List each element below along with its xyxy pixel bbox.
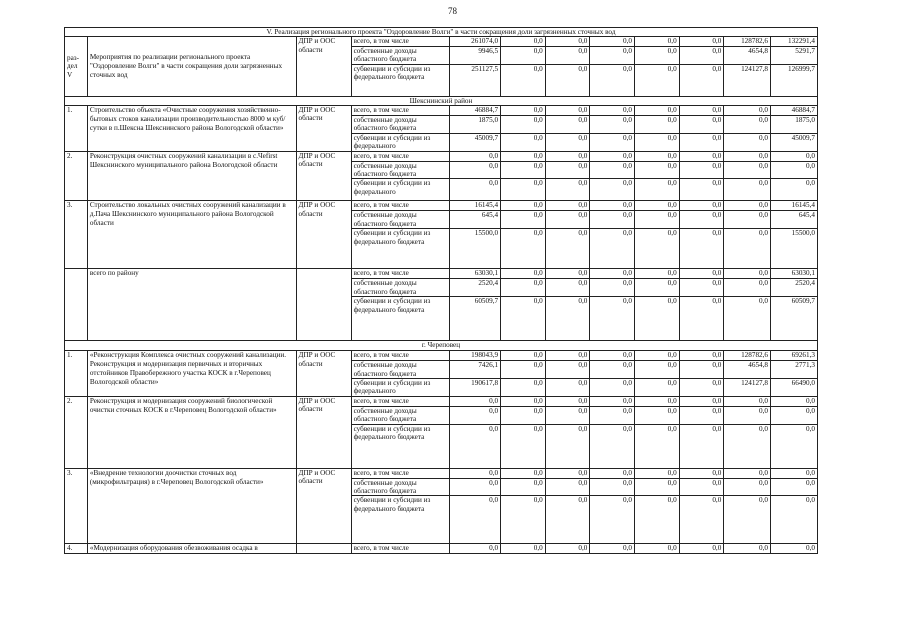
funding-type: всего, в том числе — [351, 468, 450, 478]
value-cell: 0,0 — [679, 351, 724, 361]
item-name: Строительство локальных очистных сооружений канализации в д.Пача Шекснинского муниципального района Вологодской области — [87, 201, 296, 269]
value-cell: 0,0 — [545, 64, 590, 96]
value-cell: 0,0 — [590, 396, 635, 406]
value-cell: 0,0 — [450, 496, 501, 544]
funding-type: собственные доходы областного бюджета — [351, 46, 450, 64]
value-cell: 0,0 — [635, 37, 680, 46]
value-cell: 5291,7 — [771, 46, 818, 64]
item-index: 2. — [65, 396, 88, 468]
value-cell: 0,0 — [501, 201, 546, 211]
value-cell: 0,0 — [501, 229, 546, 269]
funding-type: субвенции и субсидии из федерального бюджета — [351, 229, 450, 269]
section-header-row — [65, 28, 818, 37]
value-cell: 0,0 — [590, 64, 635, 96]
item-index: 1. — [65, 351, 88, 397]
value-cell: 124127,8 — [724, 378, 771, 396]
funding-type: субвенции и субсидии из федерального бюджета — [351, 496, 450, 544]
value-cell: 0,0 — [590, 297, 635, 341]
funding-type: всего, в том числе — [351, 201, 450, 211]
value-cell: 16145,4 — [771, 201, 818, 211]
value-cell: 0,0 — [545, 269, 590, 279]
funding-type: субвенции и субсидии из федерального — [351, 179, 450, 201]
value-cell: 0,0 — [590, 211, 635, 229]
value-cell: 0,0 — [501, 179, 546, 201]
value-cell: 0,0 — [771, 406, 818, 424]
value-cell: 0,0 — [590, 133, 635, 151]
value-cell: 0,0 — [501, 478, 546, 496]
value-cell: 60509,7 — [450, 297, 501, 341]
value-cell: 0,0 — [679, 106, 724, 116]
item-name: Строительство объекта «Очистные сооружения хозяйственно-бытовых стоков канализации производительностью 8000 м куб/сутки в п.Шексна Шекснинского района Вологодской области» — [87, 106, 296, 152]
value-cell: 0,0 — [501, 151, 546, 161]
funding-type: собственные доходы областного бюджета — [351, 116, 450, 134]
responsible-org: ДПР и ООС области — [296, 351, 351, 397]
value-cell: 0,0 — [501, 361, 546, 379]
district-header-row — [65, 341, 818, 351]
value-cell: 0,0 — [545, 201, 590, 211]
value-cell: 0,0 — [590, 406, 635, 424]
value-cell: 0,0 — [635, 544, 680, 554]
value-cell: 0,0 — [501, 106, 546, 116]
value-cell: 0,0 — [635, 496, 680, 544]
value-cell: 15500,0 — [771, 229, 818, 269]
value-cell: 2520,4 — [771, 279, 818, 297]
value-cell: 45009,7 — [450, 133, 501, 151]
value-cell: 0,0 — [501, 496, 546, 544]
value-cell: 0,0 — [590, 351, 635, 361]
value-cell: 0,0 — [635, 133, 680, 151]
value-cell: 0,0 — [679, 116, 724, 134]
value-cell: 0,0 — [450, 406, 501, 424]
value-cell: 45009,7 — [771, 133, 818, 151]
funding-type: всего, в том числе — [351, 37, 450, 46]
value-cell: 0,0 — [724, 544, 771, 554]
item-name: Реконструкция очистных сооружений канализации в с.Чеfirst Шекснинского муниципального района Вологодской области — [87, 151, 296, 201]
value-cell: 0,0 — [545, 544, 590, 554]
value-cell: 0,0 — [590, 37, 635, 46]
value-cell: 0,0 — [771, 544, 818, 554]
funding-type: всего, в том числе — [351, 396, 450, 406]
value-cell: 0,0 — [679, 424, 724, 468]
funding-type: всего, в том числе — [351, 106, 450, 116]
value-cell: 0,0 — [724, 211, 771, 229]
value-cell: 0,0 — [679, 161, 724, 179]
funding-type: собственные доходы областного бюджета — [351, 211, 450, 229]
item-name: Мероприятия по реализации регионального проекта "Оздоровление Волги" в части сокращения доли загрязненных сточных вод — [87, 37, 296, 96]
value-cell: 198043,9 — [450, 351, 501, 361]
value-cell: 46884,7 — [450, 106, 501, 116]
value-cell: 63030,1 — [450, 269, 501, 279]
value-cell: 0,0 — [679, 151, 724, 161]
value-cell: 63030,1 — [771, 269, 818, 279]
value-cell: 0,0 — [501, 133, 546, 151]
value-cell: 0,0 — [635, 201, 680, 211]
value-cell: 0,0 — [545, 406, 590, 424]
value-cell: 0,0 — [724, 496, 771, 544]
funding-type: субвенции и субсидии из федерального бюджета — [351, 297, 450, 341]
value-cell: 0,0 — [545, 37, 590, 46]
value-cell: 0,0 — [545, 211, 590, 229]
value-cell: 0,0 — [590, 478, 635, 496]
value-cell: 0,0 — [679, 396, 724, 406]
responsible-org: ДПР и ООС области — [296, 468, 351, 544]
value-cell: 0,0 — [450, 468, 501, 478]
item-index: 2. — [65, 151, 88, 201]
value-cell: 0,0 — [724, 297, 771, 341]
table-row — [65, 396, 818, 406]
value-cell: 0,0 — [545, 361, 590, 379]
table-row — [65, 351, 818, 361]
value-cell: 0,0 — [635, 64, 680, 96]
page-number: 78 — [448, 6, 457, 16]
value-cell: 4654,8 — [724, 361, 771, 379]
funding-type: собственные доходы областного бюджета — [351, 161, 450, 179]
funding-type: всего, в том числе — [351, 544, 450, 554]
value-cell: 0,0 — [590, 544, 635, 554]
table-row — [65, 544, 818, 554]
value-cell: 60509,7 — [771, 297, 818, 341]
table-row — [65, 37, 818, 46]
value-cell: 124127,8 — [724, 64, 771, 96]
value-cell: 9946,5 — [450, 46, 501, 64]
value-cell: 0,0 — [679, 544, 724, 554]
value-cell: 0,0 — [679, 361, 724, 379]
funding-type: собственные доходы областного бюджета — [351, 406, 450, 424]
value-cell: 0,0 — [635, 406, 680, 424]
value-cell: 0,0 — [635, 46, 680, 64]
value-cell: 251127,5 — [450, 64, 501, 96]
value-cell: 0,0 — [450, 151, 501, 161]
value-cell: 46884,7 — [771, 106, 818, 116]
value-cell: 0,0 — [679, 279, 724, 297]
table-row — [65, 151, 818, 161]
value-cell: 15500,0 — [450, 229, 501, 269]
value-cell: 0,0 — [590, 468, 635, 478]
value-cell: 0,0 — [679, 297, 724, 341]
value-cell: 0,0 — [545, 229, 590, 269]
value-cell: 0,0 — [724, 106, 771, 116]
funding-type: субвенции и субсидии из федерального — [351, 378, 450, 396]
value-cell: 0,0 — [501, 468, 546, 478]
value-cell: 0,0 — [679, 211, 724, 229]
value-cell: 0,0 — [635, 468, 680, 478]
value-cell: 0,0 — [679, 496, 724, 544]
value-cell: 0,0 — [501, 37, 546, 46]
value-cell: 0,0 — [545, 297, 590, 341]
value-cell: 0,0 — [635, 361, 680, 379]
funding-type: субвенции и субсидии из федерального бюджета — [351, 424, 450, 468]
value-cell: 0,0 — [545, 378, 590, 396]
value-cell: 0,0 — [501, 211, 546, 229]
value-cell: 0,0 — [590, 424, 635, 468]
district-header: Шекснинский район — [65, 96, 818, 105]
value-cell: 0,0 — [501, 544, 546, 554]
value-cell: 0,0 — [724, 396, 771, 406]
value-cell: 190617,8 — [450, 378, 501, 396]
value-cell: 0,0 — [501, 161, 546, 179]
value-cell: 0,0 — [545, 46, 590, 64]
value-cell: 0,0 — [501, 396, 546, 406]
value-cell: 0,0 — [590, 179, 635, 201]
funding-type: собственные доходы областного бюджета — [351, 279, 450, 297]
district-header-row — [65, 96, 818, 105]
value-cell: 0,0 — [635, 211, 680, 229]
value-cell: 0,0 — [635, 229, 680, 269]
value-cell: 645,4 — [450, 211, 501, 229]
value-cell: 0,0 — [590, 361, 635, 379]
value-cell: 0,0 — [771, 478, 818, 496]
table-row — [65, 106, 818, 116]
item-name: «Внедрение технологии доочистки сточных вод (микрофильтрация) в г.Череповец Вологодской области» — [87, 468, 296, 544]
value-cell: 0,0 — [679, 37, 724, 46]
value-cell: 0,0 — [545, 279, 590, 297]
value-cell: 0,0 — [724, 133, 771, 151]
value-cell: 0,0 — [635, 106, 680, 116]
value-cell: 2771,3 — [771, 361, 818, 379]
funding-type: всего, в том числе — [351, 151, 450, 161]
value-cell: 0,0 — [545, 179, 590, 201]
value-cell: 0,0 — [771, 151, 818, 161]
responsible-org — [296, 544, 351, 554]
value-cell: 0,0 — [635, 179, 680, 201]
value-cell: 0,0 — [590, 106, 635, 116]
funding-type: собственные доходы областного бюджета — [351, 361, 450, 379]
value-cell: 7426,1 — [450, 361, 501, 379]
value-cell: 0,0 — [724, 279, 771, 297]
value-cell: 0,0 — [545, 151, 590, 161]
value-cell: 0,0 — [679, 133, 724, 151]
value-cell: 0,0 — [635, 151, 680, 161]
value-cell: 0,0 — [635, 269, 680, 279]
responsible-org: ДПР и ООС области — [296, 106, 351, 152]
value-cell: 0,0 — [545, 478, 590, 496]
value-cell: 0,0 — [679, 201, 724, 211]
value-cell: 0,0 — [450, 544, 501, 554]
value-cell: 1875,0 — [771, 116, 818, 134]
value-cell: 0,0 — [635, 351, 680, 361]
value-cell: 0,0 — [724, 424, 771, 468]
value-cell: 0,0 — [771, 468, 818, 478]
value-cell: 0,0 — [679, 378, 724, 396]
value-cell: 126999,7 — [771, 64, 818, 96]
funding-type: собственные доходы областного бюджета — [351, 478, 450, 496]
value-cell: 1875,0 — [450, 116, 501, 134]
value-cell: 0,0 — [724, 201, 771, 211]
value-cell: 0,0 — [771, 424, 818, 468]
item-name: всего по району — [87, 269, 296, 341]
value-cell: 0,0 — [450, 478, 501, 496]
responsible-org: ДПР и ООС области — [296, 201, 351, 269]
value-cell: 0,0 — [724, 151, 771, 161]
value-cell: 0,0 — [771, 161, 818, 179]
value-cell: 0,0 — [635, 478, 680, 496]
value-cell: 0,0 — [590, 279, 635, 297]
value-cell: 0,0 — [501, 64, 546, 96]
value-cell: 0,0 — [501, 406, 546, 424]
item-name: «Реконструкция Комплекса очистных сооружений канализации. Реконструкция и модернизация первичных и вторичных отстойников Правобережного участка КОСК в г.Череповец Вологодской области» — [87, 351, 296, 397]
value-cell: 0,0 — [635, 116, 680, 134]
value-cell: 0,0 — [771, 496, 818, 544]
value-cell: 0,0 — [724, 179, 771, 201]
value-cell: 261074,0 — [450, 37, 501, 46]
item-index: 3. — [65, 201, 88, 269]
item-index: раз- дел V — [65, 37, 88, 96]
value-cell: 0,0 — [545, 496, 590, 544]
value-cell: 128782,6 — [724, 37, 771, 46]
value-cell: 0,0 — [545, 161, 590, 179]
value-cell: 0,0 — [501, 116, 546, 134]
value-cell: 0,0 — [679, 468, 724, 478]
value-cell: 0,0 — [590, 269, 635, 279]
district-header: г. Череповец — [65, 341, 818, 351]
value-cell: 128782,6 — [724, 351, 771, 361]
value-cell: 0,0 — [590, 151, 635, 161]
value-cell: 0,0 — [724, 229, 771, 269]
value-cell: 0,0 — [545, 351, 590, 361]
value-cell: 0,0 — [450, 396, 501, 406]
responsible-org: ДПР и ООС области — [296, 37, 351, 96]
value-cell: 0,0 — [724, 468, 771, 478]
value-cell: 0,0 — [635, 378, 680, 396]
funding-type: всего, в том числе — [351, 351, 450, 361]
value-cell: 0,0 — [501, 297, 546, 341]
value-cell: 0,0 — [679, 46, 724, 64]
value-cell: 0,0 — [679, 179, 724, 201]
value-cell: 0,0 — [771, 179, 818, 201]
value-cell: 0,0 — [590, 46, 635, 64]
item-index: 1. — [65, 106, 88, 152]
value-cell: 0,0 — [635, 279, 680, 297]
table-row — [65, 269, 818, 279]
budget-table — [64, 27, 818, 554]
value-cell: 0,0 — [450, 424, 501, 468]
item-index — [65, 269, 88, 341]
value-cell: 66490,0 — [771, 378, 818, 396]
value-cell: 2520,4 — [450, 279, 501, 297]
value-cell: 132291,4 — [771, 37, 818, 46]
value-cell: 0,0 — [724, 269, 771, 279]
value-cell: 0,0 — [635, 161, 680, 179]
value-cell: 0,0 — [590, 496, 635, 544]
funding-type: всего, в том числе — [351, 269, 450, 279]
value-cell: 0,0 — [635, 297, 680, 341]
value-cell: 0,0 — [679, 478, 724, 496]
value-cell: 0,0 — [545, 116, 590, 134]
value-cell: 0,0 — [590, 229, 635, 269]
value-cell: 0,0 — [590, 201, 635, 211]
value-cell: 0,0 — [679, 64, 724, 96]
item-name: Реконструкция и модернизация сооружений биологической очистки сточных КОСК в г.Череповец Вологодской области» — [87, 396, 296, 468]
responsible-org — [296, 269, 351, 341]
value-cell: 645,4 — [771, 211, 818, 229]
value-cell: 0,0 — [545, 468, 590, 478]
section-header: V. Реализация регионального проекта "Оздоровление Волги" в части сокращения доли загрязненных сточных вод — [65, 28, 818, 37]
value-cell: 0,0 — [724, 478, 771, 496]
value-cell: 0,0 — [590, 116, 635, 134]
value-cell: 0,0 — [501, 279, 546, 297]
value-cell: 0,0 — [771, 396, 818, 406]
responsible-org: ДПР и ООС области — [296, 396, 351, 468]
value-cell: 69261,3 — [771, 351, 818, 361]
value-cell: 0,0 — [679, 269, 724, 279]
value-cell: 0,0 — [501, 351, 546, 361]
value-cell: 0,0 — [724, 116, 771, 134]
value-cell: 0,0 — [724, 406, 771, 424]
value-cell: 0,0 — [501, 269, 546, 279]
value-cell: 0,0 — [679, 229, 724, 269]
item-index: 3. — [65, 468, 88, 544]
value-cell: 0,0 — [590, 161, 635, 179]
table-row — [65, 201, 818, 211]
item-index: 4. — [65, 544, 88, 554]
value-cell: 0,0 — [724, 161, 771, 179]
value-cell: 0,0 — [545, 424, 590, 468]
value-cell: 0,0 — [679, 406, 724, 424]
value-cell: 0,0 — [635, 396, 680, 406]
value-cell: 0,0 — [501, 378, 546, 396]
value-cell: 0,0 — [545, 106, 590, 116]
value-cell: 4654,8 — [724, 46, 771, 64]
value-cell: 16145,4 — [450, 201, 501, 211]
responsible-org: ДПР и ООС области — [296, 151, 351, 201]
value-cell: 0,0 — [450, 161, 501, 179]
funding-type: субвенции и субсидии из федерального бюджета — [351, 64, 450, 96]
item-name: «Модернизация оборудования обезвоживания осадка в — [87, 544, 296, 554]
table-row — [65, 468, 818, 478]
value-cell: 0,0 — [501, 424, 546, 468]
value-cell: 0,0 — [545, 396, 590, 406]
value-cell: 0,0 — [545, 133, 590, 151]
value-cell: 0,0 — [590, 378, 635, 396]
value-cell: 0,0 — [635, 424, 680, 468]
value-cell: 0,0 — [450, 179, 501, 201]
value-cell: 0,0 — [501, 46, 546, 64]
funding-type: субвенции и субсидии из федерального — [351, 133, 450, 151]
